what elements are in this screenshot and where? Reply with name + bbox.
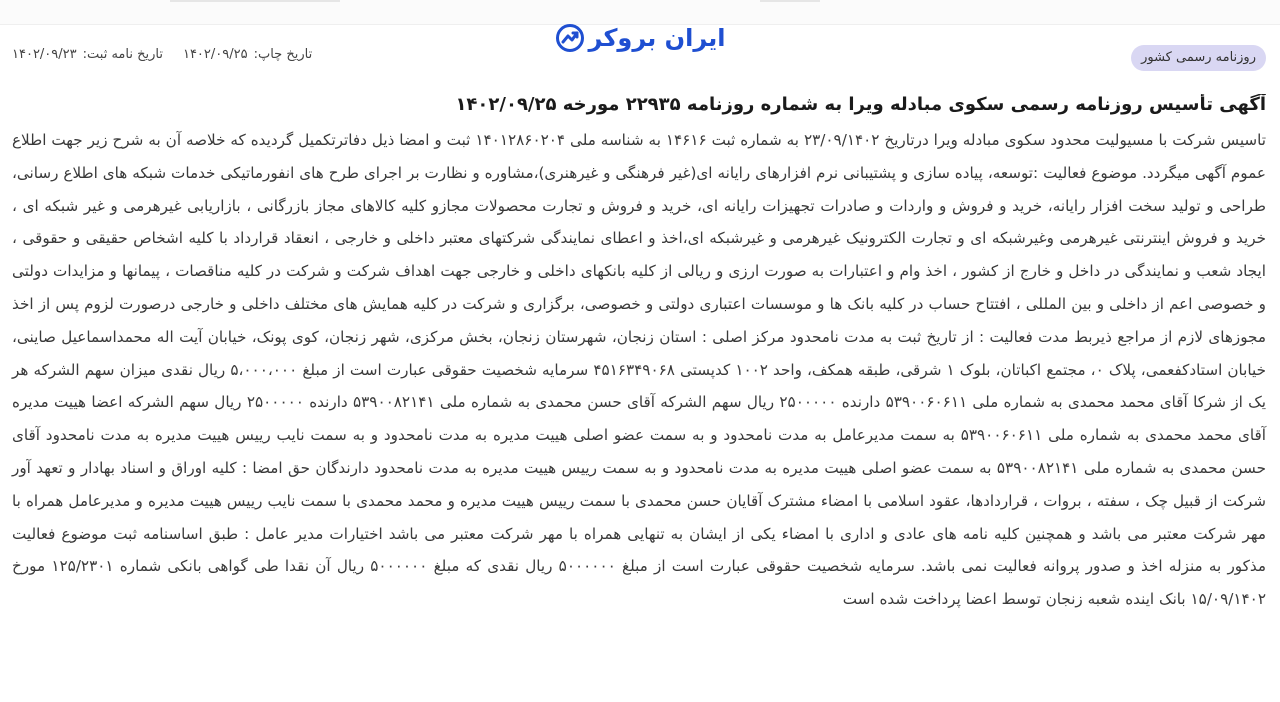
logo-text: ایران بروکر (588, 24, 726, 52)
print-date-label: تاریخ چاپ: (253, 47, 313, 62)
register-date (12, 47, 163, 69)
print-date-value: ۱۴۰۲/۰۹/۲۵ (182, 47, 248, 62)
top-tab-right (760, 0, 820, 2)
article-title: آگهی تأسیس روزنامه رسمی سکوی مبادله ویرا به شماره روزنامه ۲۲۹۳۵ مورخه ۱۴۰۲/۰۹/۲۵ (455, 94, 1266, 116)
register-date-value: ۱۴۰۲/۰۹/۲۳ (12, 47, 77, 62)
article-body: تاسیس شرکت با مسیولیت محدود سکوی مبادله ویرا درتاریخ ۲۳/۰۹/۱۴۰۲ به شماره ثبت ۱۴۶۱۶ به شناسه ملی ۱۴۰۱۲۸۶۰۲۰۴ ثبت و امضا ذیل دفاترتکمیل گردیده که خلاصه آن به شرح زیر جهت اطلاع عموم آگهی میگردد. موضوع فعالیت :توسعه، پیاده سازی و پشتیبانی نرم افزارهای رایانه ای(غیر فرهنگی و غیرهنری)،مشاوره و نظارت بر اجرای طرح های انفورماتیکی خدمات شبکه های اطلاع رسانی، طراحی و تولید سخت افزار رایانه، خرید و فروش و واردات و صادرات تجهیزات رایانه ای، خرید و فروش و تجارت محصولات مجازو کلیه کالاهای مجاز بازرگانی ، بازاریابی غیرهرمی و غیر شبکه ای ، خرید و فروش اینترنتی غیرهرمی وغیرشبکه ای و تجارت الکترونیک غیرهرمی و غیرشبکه ای،اخذ و اعطای نمایندگی شرکتهای معتبر داخلی و خارجی ، انعقاد قرارداد با کلیه اشخاص حقیقی و حقوقی ، ایجاد شعب و نمایندگی در داخل و خارج از کشور ، اخذ وام و اعتبارات به صورت ارزی و ریالی از کلیه بانکهای داخلی و خارجی جهت اهداف شرکت و شرکت در کلیه مناقصات ، پیمانها و مزایدات دولتی و خصوصی اعم از داخلی و بین المللی ، افتتاح حساب در کلیه بانک ها و موسسات اعتباری دولتی و خصوصی، برگزاری و شرکت در کلیه همایش های مختلف داخلی و خارجی درصورت لزوم پس از اخذ مجوزهای لازم از مراجع ذیربط مدت فعالیت : از تاریخ ثبت به مدت نامحدود مرکز اصلی : استان زنجان، شهرستان زنجان، بخش مرکزی، شهر زنجان، کوی پونک، خیابان آیت اله محمداسماعیل صاینی، خیابان استادکفعمی، پلاک ۰، مجتمع اکباتان، بلوک ۱ شرقی، طبقه همکف، واحد ۱۰۰۲ کدپستی ۴۵۱۶۳۴۹۰۶۸ سرمایه شخصیت حقوقی عبارت است از مبلغ ۵،۰۰۰،۰۰۰ ریال نقدی میزان سهم الشرکه هر یک از شرکا آقای محمد محمدی به شماره ملی ۵۳۹۰۰۶۰۶۱۱ دارنده ۲۵۰۰۰۰۰ ریال سهم الشرکه آقای حسن محمدی به شماره ملی ۵۳۹۰۰۸۲۱۴۱ دارنده ۲۵۰۰۰۰۰ ریال سهم الشرکه اعضا هییت مدیره آقای محمد محمدی به شماره ملی ۵۳۹۰۰۶۰۶۱۱ به سمت مدیرعامل به مدت نامحدود و به سمت عضو اصلی هییت مدیره به مدت نامحدود و به سمت نایب رییس هییت مدیره به مدت نامحدود آقای حسن محمدی به شماره ملی ۵۳۹۰۰۸۲۱۴۱ به سمت عضو اصلی هییت مدیره به مدت نامحدود و به سمت رییس هییت مدیره به مدت نامحدود دارندگان حق امضا : کلیه اوراق و اسناد بهادار و تعهد آور شرکت از قبیل چک ، سفته ، بروات ، قراردادها، عقود اسلامی با امضاء مشترک آقایان حسن محمدی با سمت رییس هییت مدیره و محمد محمدی با سمت نایب رییس هییت مدیره و مدیرعامل همراه با مهر شرکت معتبر می باشد و همچنین کلیه نامه های عادی و اداری با امضاء یکی از ایشان به تنهایی همراه با مهر شرکت معتبر می باشد اختیارات مدیر عامل : طبق اساسنامه ثبت موضوع فعالیت مذکور به منزله اخذ و صدور پروانه فعالیت نمی باشد. سرمایه شخصیت حقوقی عبارت است از مبلغ ۵۰۰۰۰۰۰ ریال نقدی که مبلغ ۵۰۰۰۰۰۰ ریال آن نقدا طی گواهی بانکی شماره ۱۲۵/۲۳۰۱ مورخ ۱۵/۰۹/۱۴۰۲ بانک اینده شعبه زنجان توسط اعضا پرداخت شده است (12, 131, 1267, 609)
newspaper-badge[interactable]: روزنامه رسمی کشور (1131, 45, 1266, 71)
print-date (183, 47, 312, 69)
site-logo[interactable] (560, 18, 726, 58)
trend-arrow-icon (555, 23, 585, 53)
dates-row (12, 47, 312, 69)
top-tab-left (170, 0, 340, 2)
register-date-label: تاریخ نامه ثبت: (82, 47, 163, 62)
